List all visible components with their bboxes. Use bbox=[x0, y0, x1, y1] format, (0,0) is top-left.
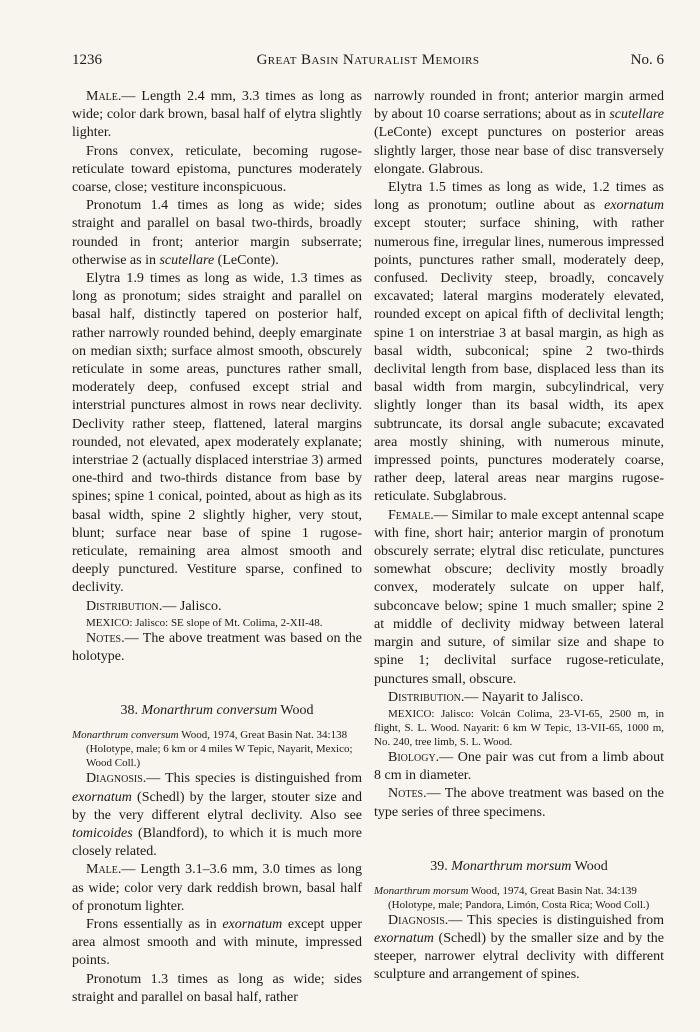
species-heading-38: 38. Monarthrum conversum Wood bbox=[120, 703, 314, 719]
specimen-record-38: MEXICO: Jalisco: Volcán Colima, 23-VI-65, 2500 m, in flight, S. L. Wood. Nayarit: 6 km W Tepic, 13-VII-65, 1000 m, No. 240, tree limb, S. L. Wood. bbox=[374, 707, 664, 748]
pronotum-continued: narrowly rounded in front; anterior margin armed by about 10 coarse serrations; about as in scutellare (LeConte) except punctures on posterior areas slightly larger, those near base of disc transversely elongate. Glabrous. bbox=[374, 89, 664, 177]
female-description: Female.— Similar to male except antennal scape with fine, short hair; anterior margin of pronotum obscurely serrate; elytral disc reticulate, punctures somewhat obscure; declivity mostly broadly convex, moderately sulcate on upper half, subconcave below; spine 1 much smaller; spine 2 at middle of declivity midway between lateral margin and suture, of similar size and shape to spine 1; declivital surface rugose-reticulate, punctures small, obscure. bbox=[374, 507, 664, 687]
elytra-description: Elytra 1.9 times as long as wide, 1.3 times as long as pronotum; sides straight and parallel on basal half, distinctly tapered on posterior half, rather narrowly rounded behind, deeply emarginate on median sixth; surface almost smooth, obscurely reticulate in some areas, punctures rather small, moderately deep, confused except strial and interstrial punctures almost in rows near declivity. Declivity rather steep, flattened, lateral margins rounded, not elevated, apex moderately explanate; interstriae 2 (actually displaced interstriae 3) armed one-third and two-thirds distance from base by spines; spine 1 conical, pointed, about as high as its basal width, spine 2 slightly higher, very stout, blunt; surface near base of spine 1 rugose-reticulate, remaining area almost smooth and deeply punctured. Vestiture sparse, confined to declivity. bbox=[72, 271, 362, 596]
diagnosis-39: Diagnosis.— This species is distinguished from exornatum (Schedl) by the smaller size and by the steeper, narrower elytral declivity with different sculpture and arrangement of spines. bbox=[374, 912, 664, 983]
distribution: Distribution.— Jalisco. bbox=[86, 598, 222, 614]
male-description-38: Male.— Length 3.1–3.6 mm, 3.0 times as long as wide; color very dark reddish brown, basal half of pronotum lighter. bbox=[72, 862, 362, 914]
distribution-38: Distribution.— Nayarit to Jalisco. bbox=[388, 689, 584, 705]
left-column bbox=[72, 88, 362, 1007]
page-number: 1236 bbox=[72, 52, 102, 68]
citation-38: Monarthrum conversum Wood, 1974, Great Basin Nat. 34:138 (Holotype, male; 6 km or 4 miles W Tepic, Nayarit, Mexico; Wood Coll.) bbox=[72, 729, 353, 770]
issue-number: No. 6 bbox=[630, 52, 664, 68]
pronotum-description-38: Pronotum 1.3 times as long as wide; sides straight and parallel on basal half, rather bbox=[72, 971, 362, 1005]
right-column bbox=[374, 88, 664, 985]
biology: Biology.— One pair was cut from a limb about 8 cm in diameter. bbox=[374, 749, 664, 784]
notes: Notes.— The above treatment was based on the holotype. bbox=[72, 630, 362, 665]
male-description: Male.— Length 2.4 mm, 3.3 times as long as wide; color dark brown, basal half of elytra slightly lighter. bbox=[72, 89, 362, 141]
journal-title: Great Basin Naturalist Memoirs bbox=[256, 52, 480, 68]
specimen-record: MEXICO: Jalisco: SE slope of Mt. Colima, 2-XII-48. bbox=[86, 616, 323, 629]
citation-39: Monarthrum morsum Wood, 1974, Great Basin Nat. 34:139 (Holotype, male; Pandora, Limón, Costa Rica; Wood Coll.) bbox=[374, 884, 650, 911]
notes-38: Notes.— The above treatment was based on the type series of three specimens. bbox=[374, 786, 664, 820]
pronotum-description: Pronotum 1.4 times as long as wide; sides straight and parallel on basal two-thirds, broadly rounded in front; anterior margin subserrate; otherwise as in scutellare (LeConte). bbox=[72, 198, 362, 268]
frons-description-38: Frons essentially as in exornatum except upper area almost smooth and with minute, impressed points. bbox=[72, 916, 362, 969]
species-heading-39: 39. Monarthrum morsum Wood bbox=[430, 858, 608, 874]
diagnosis-38: Diagnosis.— This species is distinguished from exornatum (Schedl) by the larger, stouter size and by the very different elytral declivity. Also see tomicoides (Blandford), to which it is much more closely related. bbox=[72, 771, 362, 860]
elytra-description-38: Elytra 1.5 times as long as wide, 1.2 times as long as pronotum; outline about as exornatum except stouter; surface shining, with rather numerous fine, irregular lines, numerous impressed points, punctures rather small, moderately deep, confused. Declivity steep, broadly, concavely excavated; lateral margins moderately elevated, rounded except on apical fifth of declivital length; spine 1 on interstriae 3 at basal margin, as high as basal width, subconical; spine 2 two-thirds declivital length from base, displaced less than its basal width from margin, subcylindrical, very slightly longer than its basal width, its apex subtruncate, its dorsal angle subacute; excavated area mostly shining, with numerous minute, impressed points, punctures moderately coarse, rather deep, lateral areas near margins rugose-reticulate. Subglabrous. bbox=[374, 180, 664, 505]
frons-description: Frons convex, reticulate, becoming rugose-reticulate toward epistoma, punctures moderately coarse, close; vestiture inconspicuous. bbox=[72, 143, 362, 196]
running-header bbox=[72, 52, 664, 72]
